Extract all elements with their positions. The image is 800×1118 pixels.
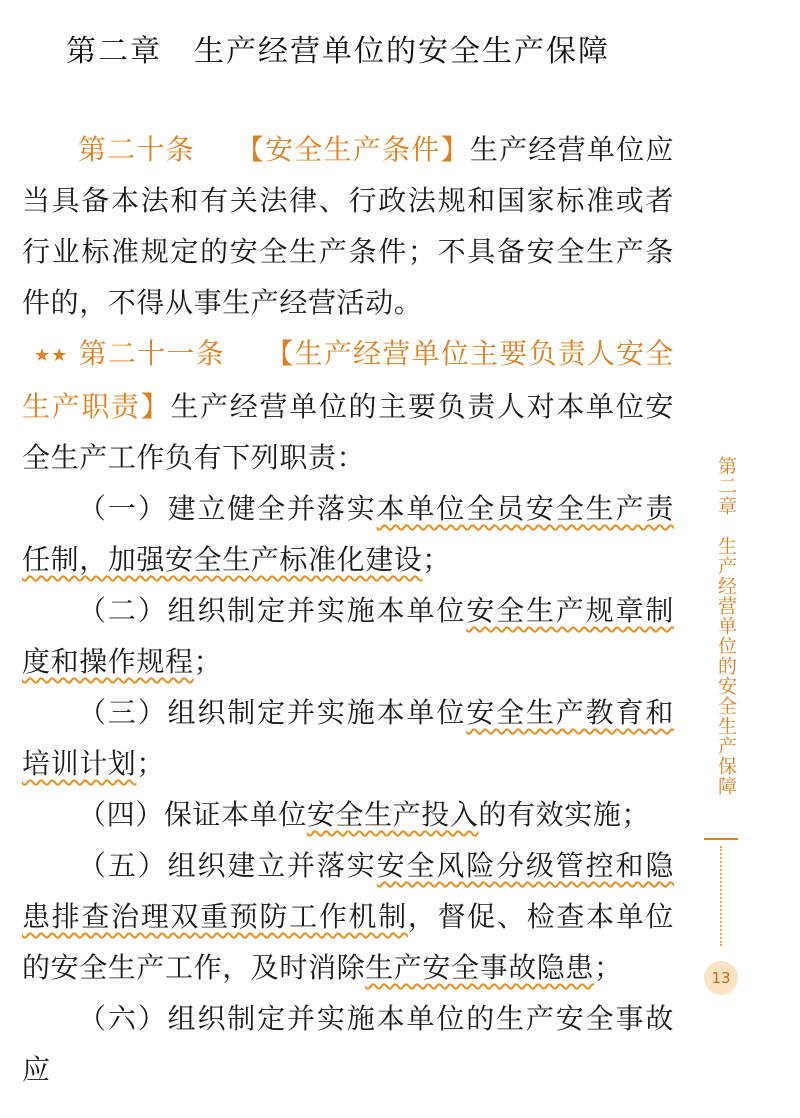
duty-item-3: （三）组织制定并实施本单位安全生产教育和培训计划； — [22, 696, 674, 780]
duty-item-6: （六）组织制定并实施本单位的生产安全事故应 — [22, 1002, 674, 1086]
duty-item-4: （四）保证本单位安全生产投入的有效实施； — [78, 798, 651, 831]
article-20-number: 第二十条 — [78, 133, 196, 166]
sidebar-dotted-line — [720, 846, 722, 946]
article-20-body: 生产经营单位应当具备本法和有关法律、行政法规和国家标准或者行业标准规定的安全生产条件；不具备安全生产条件的，不得从事生产经营活动。 — [22, 133, 675, 319]
sidebar-title: 生产经营单位的安全生产保障 — [715, 536, 737, 796]
duty-item-2: （二）组织制定并实施本单位安全生产规章制度和操作规程； — [22, 594, 674, 678]
article-21 — [22, 328, 674, 483]
sidebar-divider — [704, 838, 738, 840]
chapter-title: 第二章 生产经营单位的安全生产保障 — [66, 34, 610, 69]
sidebar-chapter: 第二章 — [715, 456, 737, 516]
wavy-emphasis: 安全生产教育和培训计划 — [22, 696, 674, 780]
wavy-emphasis: 安全生产投入 — [306, 798, 479, 831]
article-20 — [22, 124, 674, 328]
article-21-heading: 【生产经营单位主要负责人安全生产职责】 — [22, 337, 674, 423]
article-content — [22, 124, 674, 1095]
page-number-badge: 13 — [704, 961, 738, 995]
wavy-emphasis: 安全生产规章制度和操作规程 — [22, 594, 674, 678]
wavy-emphasis: 安全风险分级管控和隐患排查治理双重预防工作机制 — [22, 849, 674, 933]
wavy-emphasis: 本单位全员安全生产责任制，加强安全生产标准化建设 — [22, 492, 674, 576]
article-21-intro: 生产经营单位的主要负责人对本单位安全生产工作负有下列职责： — [22, 390, 674, 474]
article-21-number: 第二十一条 — [78, 337, 225, 370]
wavy-emphasis: 生产安全事故隐患 — [365, 951, 595, 984]
duty-item-1: （一）建立健全并落实本单位全员安全生产责任制，加强安全生产标准化建设； — [22, 492, 674, 576]
importance-stars-icon: ★★ — [34, 345, 69, 366]
chapter-sidebar — [706, 456, 736, 796]
article-20-heading: 【安全生产条件】 — [235, 133, 470, 166]
duty-item-5: （五）组织建立并落实安全风险分级管控和隐患排查治理双重预防工作机制，督促、检查本单位的安全生产工作，及时消除生产安全事故隐患； — [22, 849, 674, 984]
